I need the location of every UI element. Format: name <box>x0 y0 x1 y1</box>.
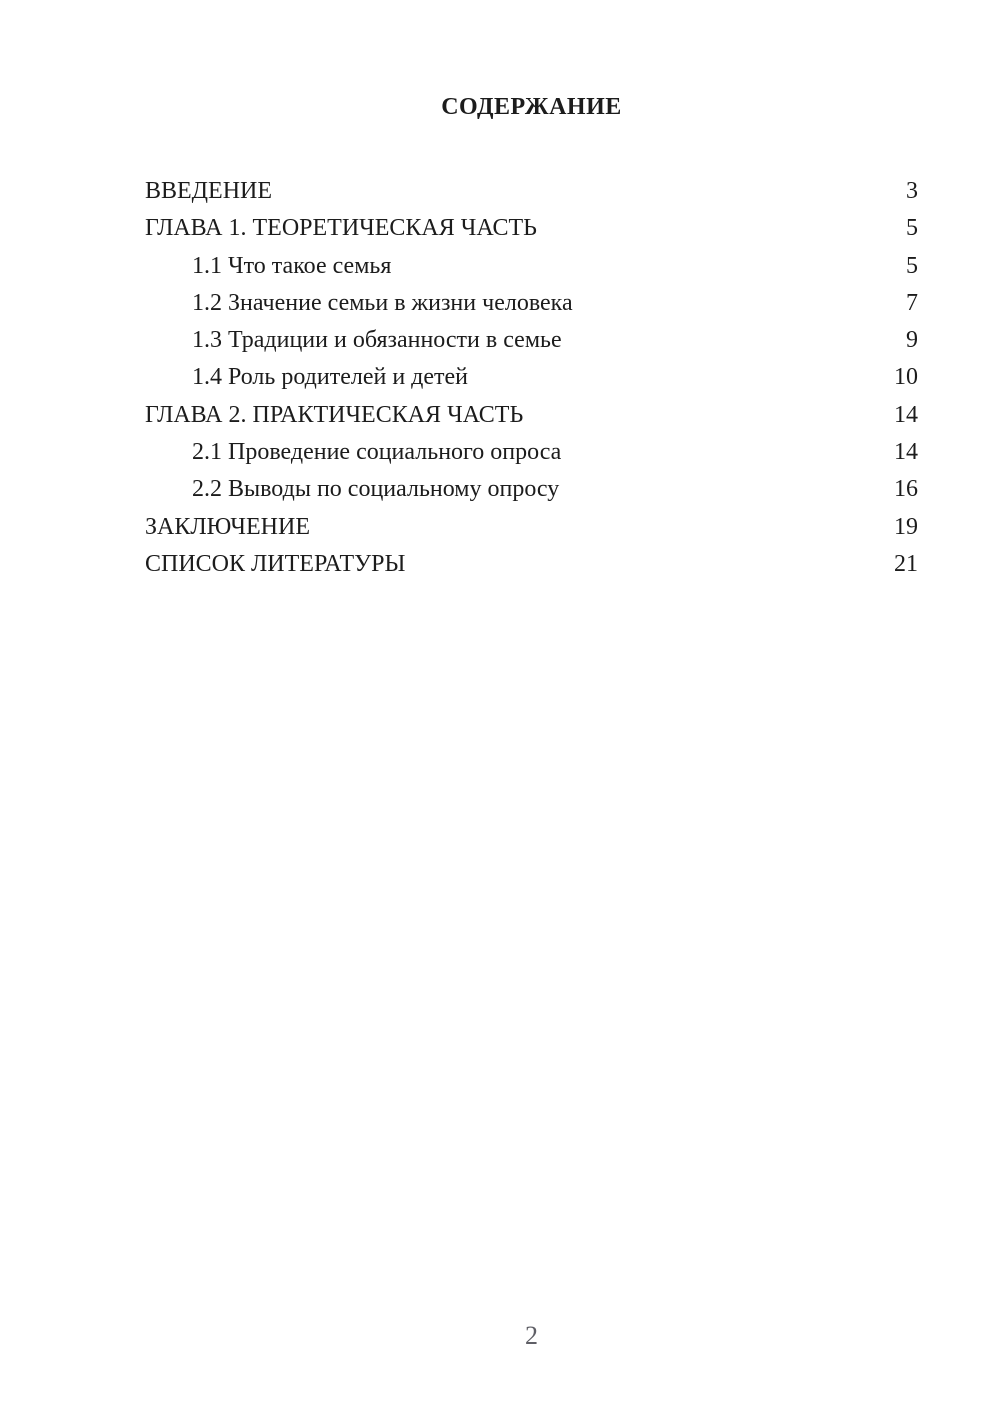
toc-entry-label: 1.4 Роль родителей и детей <box>192 364 469 391</box>
toc-entry-page-number: 16 <box>894 476 918 503</box>
toc-entry-label: 2.1 Проведение социального опроса <box>192 439 562 466</box>
toc-entry-page-number: 10 <box>894 364 918 391</box>
toc-entry-page-number: 19 <box>894 513 918 540</box>
toc-entry <box>145 359 918 396</box>
page-number: 2 <box>525 1321 538 1350</box>
toc-entry <box>145 285 918 322</box>
toc-entry-page-number: 5 <box>906 215 918 242</box>
toc-entry-label: ВВЕДЕНИЕ <box>145 178 273 204</box>
toc-entry-label: ГЛАВА 1. ТЕОРЕТИЧЕСКАЯ ЧАСТЬ <box>145 215 537 242</box>
toc-entry <box>145 509 918 546</box>
toc-entry-page-number: 9 <box>906 327 918 354</box>
toc-entry <box>145 248 918 285</box>
toc-entry-page-number: 5 <box>906 252 918 279</box>
toc-entry <box>145 434 918 471</box>
toc-entry-label: СПИСОК ЛИТЕРАТУРЫ <box>145 550 406 577</box>
page-title: СОДЕРЖАНИЕ <box>441 94 622 120</box>
toc-entry-label: ГЛАВА 2. ПРАКТИЧЕСКАЯ ЧАСТЬ <box>145 401 524 428</box>
toc-entry <box>145 546 918 583</box>
toc-entry-page-number: 14 <box>894 401 918 428</box>
toc-entry-label: 1.1 Что такое семья <box>192 252 392 279</box>
toc-list <box>145 173 918 583</box>
toc-entry <box>145 210 918 247</box>
toc-entry-label: 1.3 Традиции и обязанности в семье <box>192 327 562 354</box>
toc-entry <box>145 471 918 508</box>
toc-entry <box>145 322 918 359</box>
toc-entry <box>145 173 918 210</box>
toc-entry <box>145 397 918 434</box>
toc-entry-page-number: 21 <box>894 550 918 577</box>
toc-entry-label: 2.2 Выводы по социальному опросу <box>192 476 560 503</box>
toc-entry-page-number: 3 <box>906 178 918 204</box>
toc-entry-page-number: 14 <box>894 439 918 466</box>
toc-entry-label: ЗАКЛЮЧЕНИЕ <box>145 513 310 540</box>
toc-entry-page-number: 7 <box>906 289 918 316</box>
toc-entry-label: 1.2 Значение семьи в жизни человека <box>192 289 573 316</box>
